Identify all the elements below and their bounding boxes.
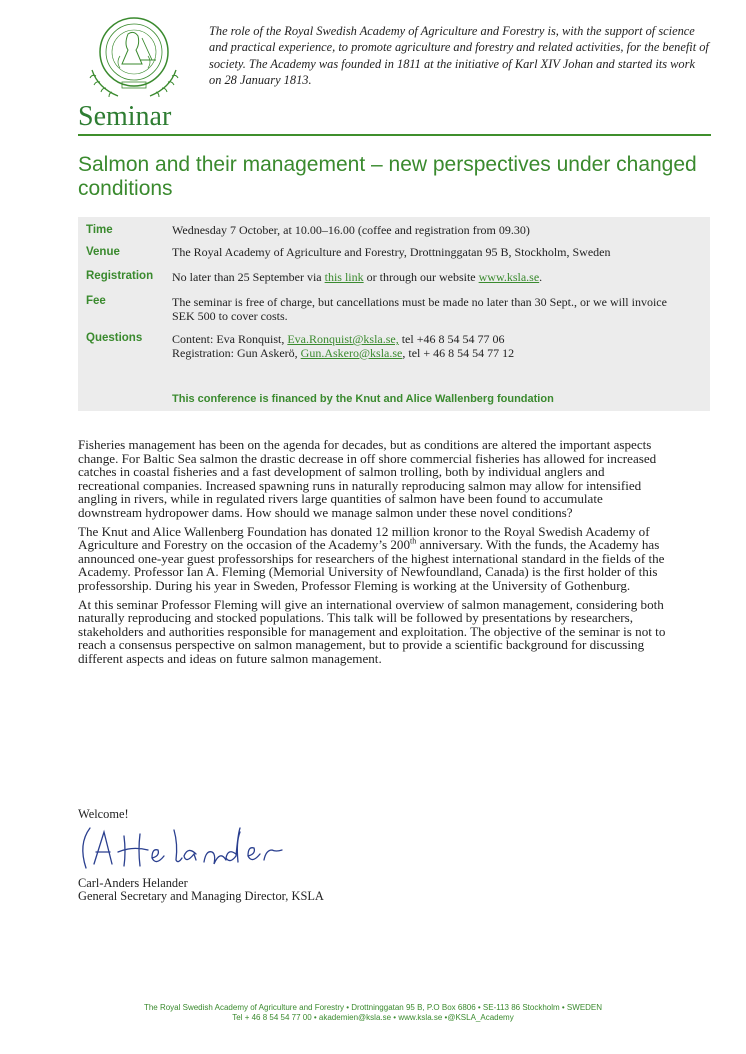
website-link[interactable]: www.ksla.se <box>478 270 540 284</box>
questions-label: Questions <box>86 332 143 344</box>
venue-value: The Royal Academy of Agriculture and Forestry, Drottninggatan 95 B, Stockholm, Sweden <box>172 245 611 259</box>
paragraph-1: Fisheries management has been on the agenda for decades, but as conditions are altered the important aspects change. For Baltic Sea salmon the drastic decrease in off shore commercial fisheries has allowed for increased catches in coastal fisheries and a fast development of salmon trolling, both by individual anglers and recreational companies. Increased spawning runs in naturally reproducing salmon may allow for intensified angling in rivers, while in regulated rivers large quantities of salmon have been found to accumulate downstream hydropower dams. How should we manage salmon under these novel conditions? <box>78 437 657 520</box>
footer <box>78 1003 668 1023</box>
registration-contact-phone: , tel + 46 8 54 54 77 12 <box>402 345 515 360</box>
time-value: Wednesday 7 October, at 10.00–16.00 (coffee and registration from 09.30) <box>172 223 530 237</box>
paragraph-2-text-cont: anniversary. With the funds, the Academy has announced one-year guest professorships for researchers of the highest international standard in the fields of the Academy. Professor Ian A. Fleming (Memorial University of Newfoundland, Canada) is the first holder of this professorship. During his year in Sweden, Professor Fleming is working at the University of Gothenburg. <box>78 537 665 593</box>
footer-contact: Tel + 46 8 54 54 77 00 • akademien@ksla.se • www.ksla.se •@KSLA_Academy <box>232 1013 514 1022</box>
registration-link[interactable]: this link <box>324 270 364 284</box>
section-label: Seminar <box>78 101 172 132</box>
signatory-role: General Secretary and Managing Director, KSLA <box>78 889 324 904</box>
academy-intro: The role of the Royal Swedish Academy of Agriculture and Forestry is, with the support of science and practical experience, to promote agriculture and forestry and related activities, for the benefit of society. The Academy was founded in 1811 at the initiative of Karl XIV Johan and started its work on 28 January 1813. <box>209 24 709 88</box>
registration-contact-text: Registration: Gun Askerö, <box>172 345 301 360</box>
signatory-name: Carl-Anders Helander <box>78 876 188 890</box>
time-label: Time <box>86 224 113 236</box>
content-contact-phone: tel +46 8 54 54 77 06 <box>398 332 505 346</box>
paragraph-3: At this seminar Professor Fleming will give an international overview of salmon management, considering both naturally reproducing and stocked populations. This talk will be followed by presentations by researchers, stakeholders and authorities responsible for management and exploitation. The objective of the seminar is not to reach a consensus perspective on salmon management, but to provide a scientific background for discussing different aspects and ideas on future salmon management. <box>78 596 666 666</box>
handwritten-signature <box>76 818 290 874</box>
registration-text-post: . <box>539 270 543 284</box>
registration-label: Registration <box>86 270 154 282</box>
header-rule <box>78 134 711 136</box>
venue-label: Venue <box>86 246 120 258</box>
event-info-box <box>78 217 710 411</box>
content-email-link[interactable]: Eva.Ronquist@ksla.se, <box>287 332 399 346</box>
page-title: Salmon and their management – new perspectives under changed conditions <box>78 153 697 200</box>
registration-text-pre: No later than 25 September via <box>172 270 325 284</box>
registration-contact <box>172 347 684 361</box>
signatory <box>78 877 324 904</box>
fee-value: The seminar is free of charge, but cancellations must be made no later than 30 Sept., or we will invoice SEK 500 to cover costs. <box>172 295 667 323</box>
registration-text-mid: or through our website <box>363 270 479 284</box>
welcome-text: Welcome! <box>78 807 129 821</box>
academy-seal-logo <box>84 12 188 108</box>
content-contact <box>172 333 684 347</box>
footer-address: The Royal Swedish Academy of Agriculture and Forestry • Drottninggatan 95 B, P.O Box 6806 • SE-113 86 Stockholm • SWEDEN <box>143 1003 603 1012</box>
questions-value <box>172 333 684 360</box>
paragraph-2 <box>78 525 668 593</box>
ordinal-suffix: th <box>410 536 417 546</box>
fee-label: Fee <box>86 295 106 307</box>
paragraph-2-text: The Knut and Alice Wallenberg Foundation has donated 12 million kronor to the Royal Swedish Academy of Agriculture and Forestry on the occasion of the Academy’s 200 <box>78 523 650 553</box>
registration-value <box>172 271 684 285</box>
funding-note: This conference is financed by the Knut and Alice Wallenberg foundation <box>172 393 554 405</box>
registration-email-link[interactable]: Gun.Askero@ksla.se <box>300 345 403 360</box>
body-text <box>78 438 668 671</box>
content-contact-text: Content: Eva Ronquist, <box>172 332 288 346</box>
